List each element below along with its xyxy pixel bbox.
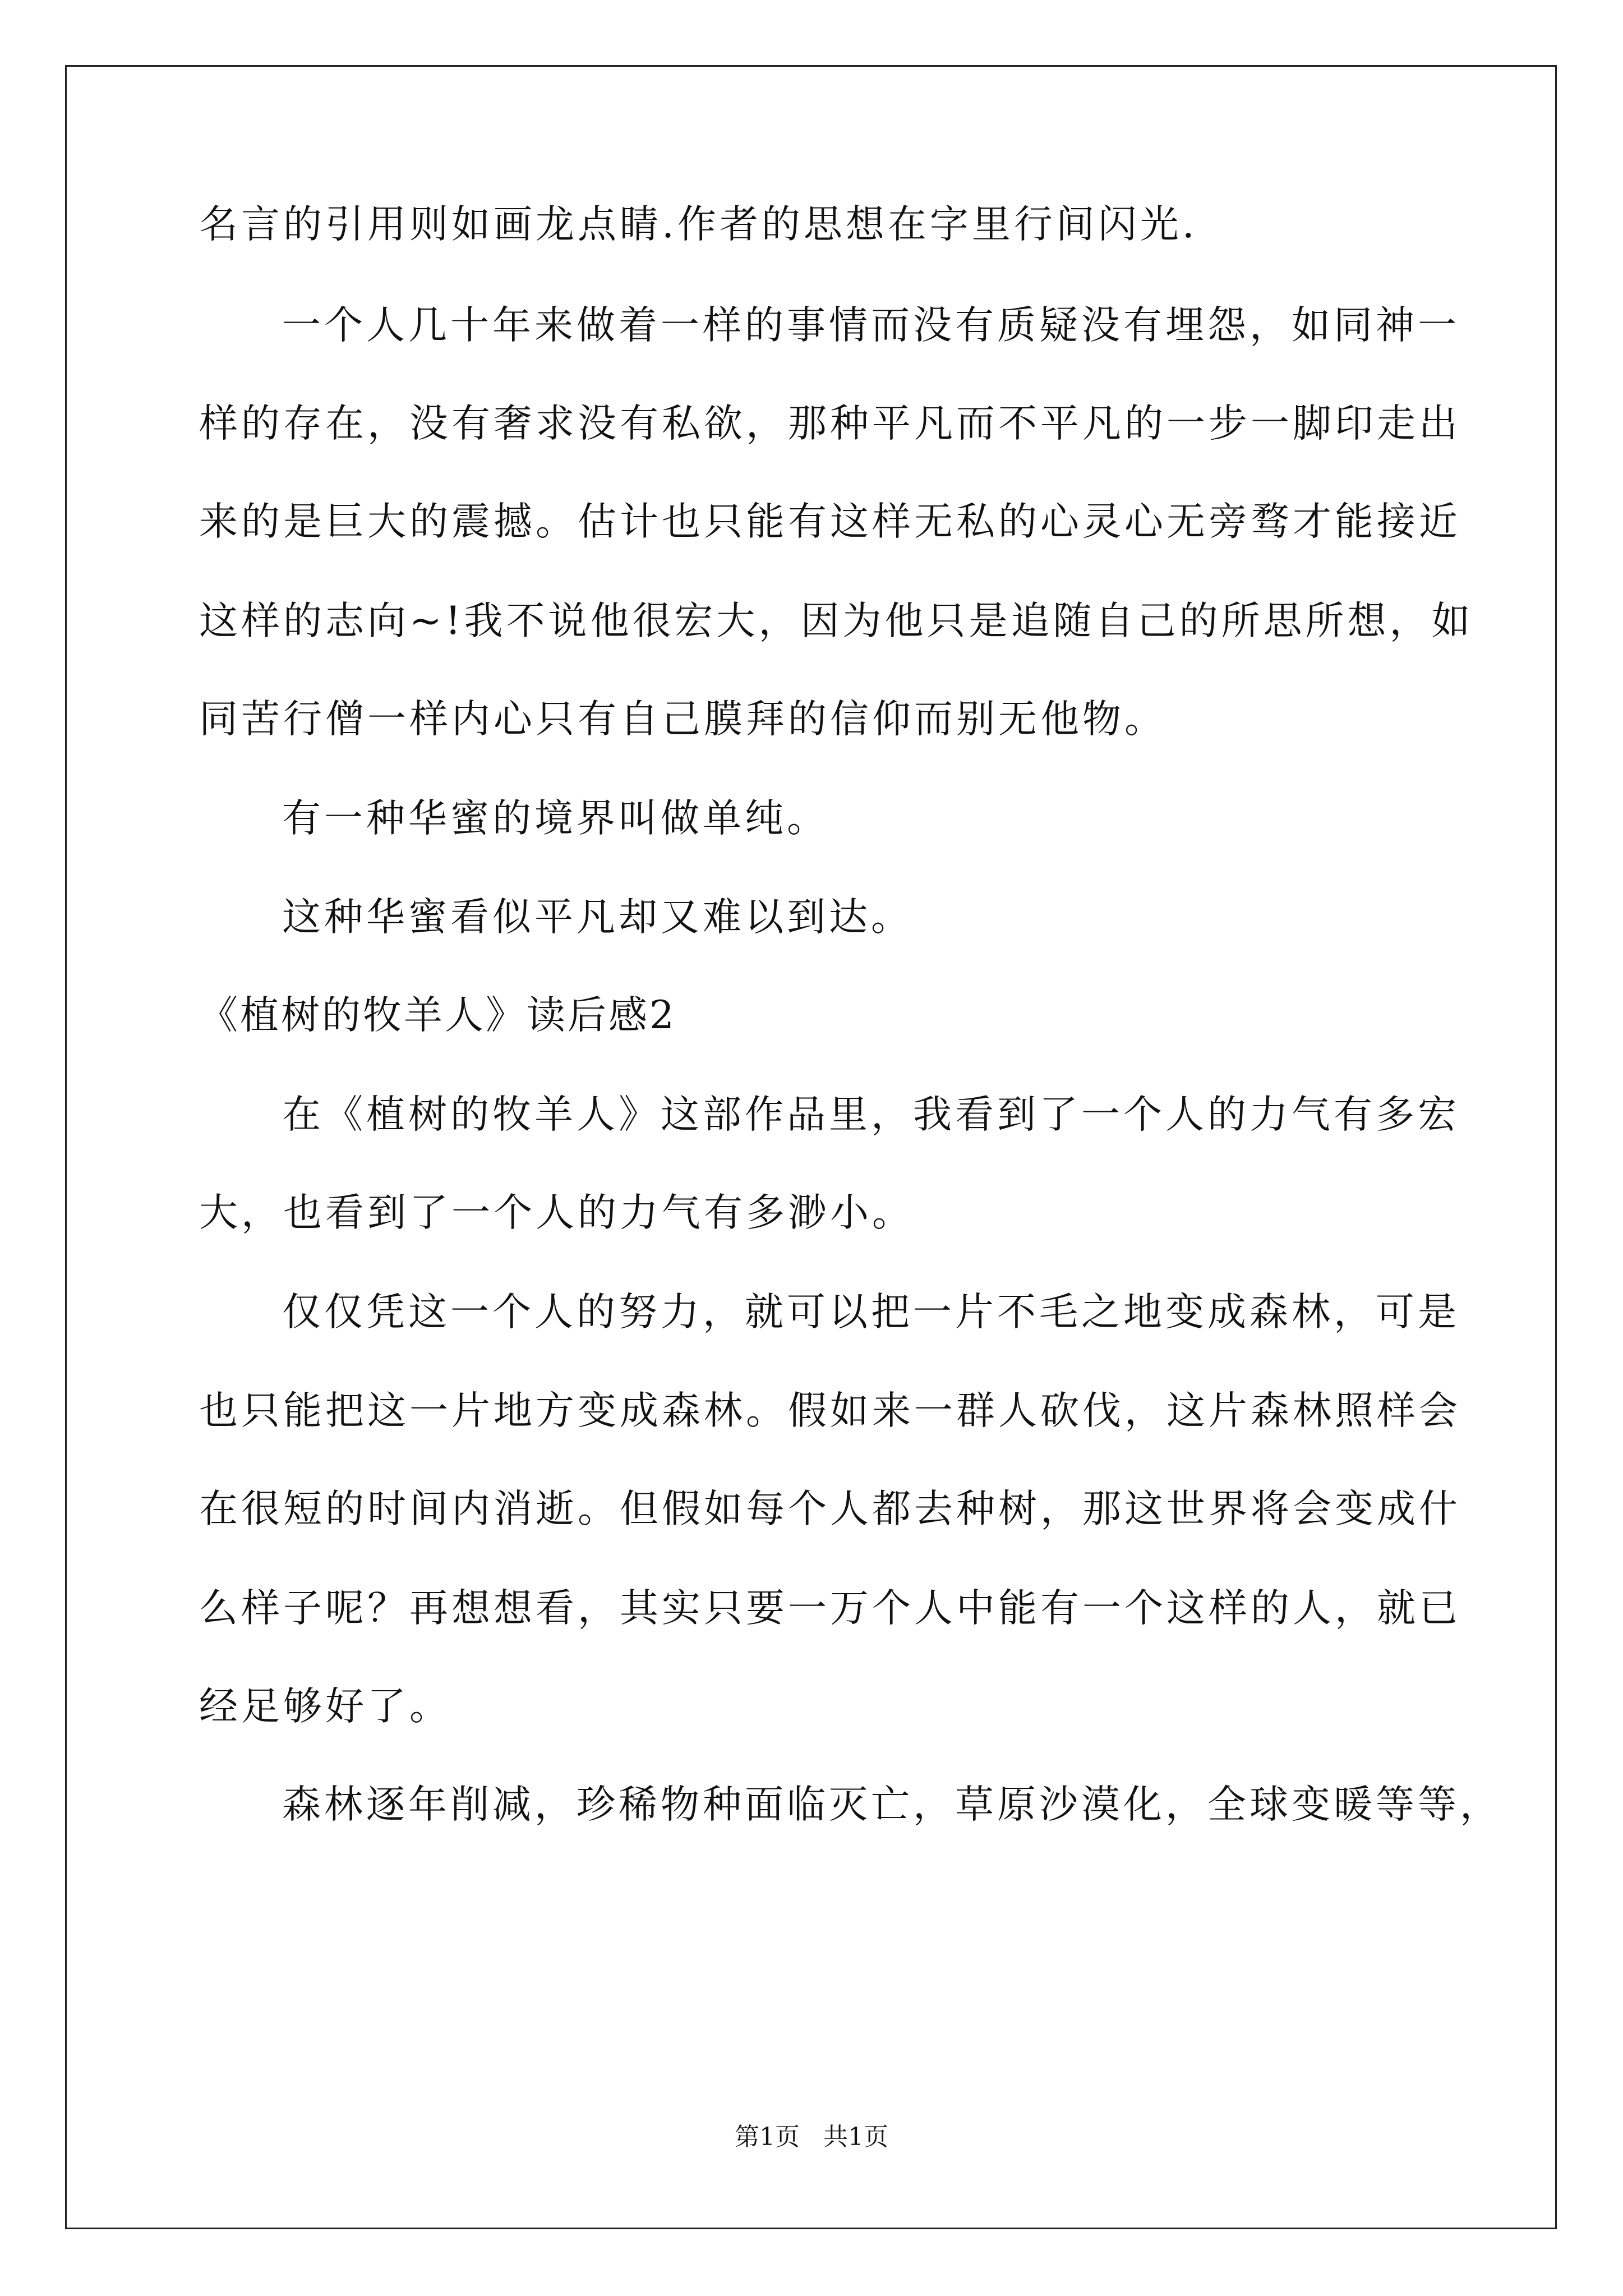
page-border — [65, 65, 1557, 2229]
text-line: 也只能把这一片地方变成森林。假如来一群人砍伐，这片森林照样会 — [199, 1388, 1461, 1433]
text-line: 经足够好了。 — [199, 1684, 451, 1729]
text-line: 名言的引用则如画龙点睛.作者的思想在字里行间闪光. — [199, 202, 1198, 247]
text-line: 在《植树的牧羊人》这部作品里，我看到了一个人的力气有多宏 — [282, 1092, 1460, 1137]
text-line: 森林逐年削减，珍稀物种面临灭亡，草原沙漠化，全球变暖等等， — [282, 1782, 1502, 1827]
section-heading: 《植树的牧羊人》读后感2 — [199, 993, 676, 1038]
text-line: 来的是巨大的震撼。估计也只能有这样无私的心灵心无旁骛才能接近 — [199, 499, 1461, 544]
text-line: 这样的志向~!我不说他很宏大，因为他只是追随自己的所思所想，如 — [199, 599, 1474, 643]
text-line: 同苦行僧一样内心只有自己膜拜的信仰而别无他物。 — [199, 697, 1166, 742]
text-line: 么样子呢？再想想看，其实只要一万个人中能有一个这样的人，就已 — [199, 1586, 1461, 1631]
text-line: 仅仅凭这一个人的努力，就可以把一片不毛之地变成森林，可是 — [282, 1290, 1460, 1335]
text-line: 有一种华蜜的境界叫做单纯。 — [282, 796, 829, 841]
text-line: 一个人几十年来做着一样的事情而没有质疑没有埋怨，如同神一 — [282, 303, 1460, 348]
page-number: 第1页 共1页 — [735, 2123, 888, 2151]
text-line: 在很短的时间内消逝。但假如每个人都去种树，那这世界将会变成什 — [199, 1487, 1461, 1531]
text-line: 大，也看到了一个人的力气有多渺小。 — [199, 1190, 914, 1235]
text-line: 这种华蜜看似平凡却又难以到达。 — [282, 895, 913, 940]
text-line: 样的存在，没有奢求没有私欲，那种平凡而不平凡的一步一脚印走出 — [199, 401, 1461, 446]
